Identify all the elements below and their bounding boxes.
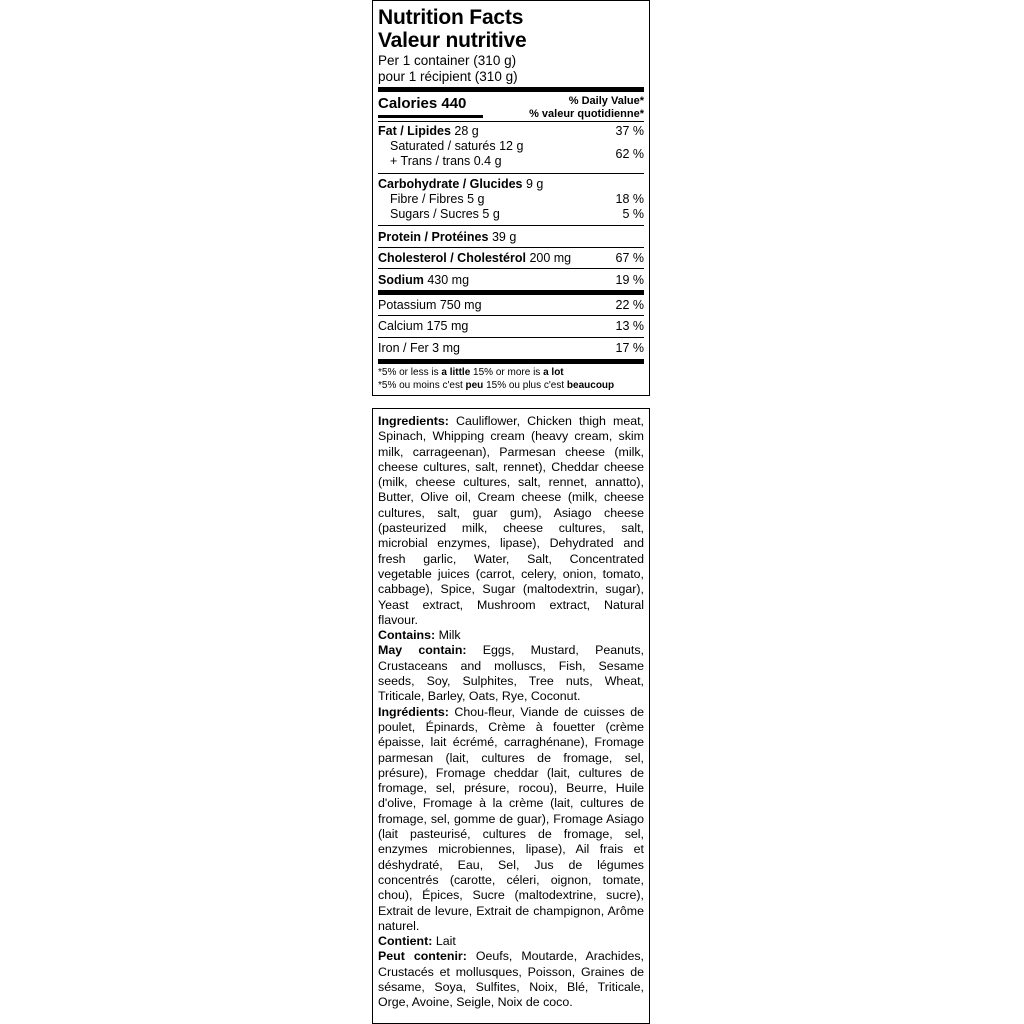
carbohydrate-row [378,177,644,192]
potassium-row [378,298,644,313]
potassium-label: Potassium 750 mg [378,298,482,312]
daily-value-header-en: % Daily Value* [568,95,644,107]
cholesterol-dv: 67 % [615,251,644,265]
rule [378,268,644,269]
ingredients-content [378,414,644,1011]
may-contain-en-text: Eggs, Mustard, Peanuts, Crustaceans and molluscs, Fish, Sesame seeds, Soy, Sulphites, Tree nuts, Wheat, Triticale, Barley, Oats, Rye, Coconut. [378,643,644,704]
cholesterol-label: Cholesterol / Cholestérol [378,251,526,265]
title-en: Nutrition Facts [378,6,524,29]
fibre-label: Fibre / Fibres 5 g [390,192,485,206]
footnote-fr [378,379,644,392]
rule [378,247,644,248]
serving-size-en: Per 1 container (310 g) [378,53,517,68]
protein-row [378,230,644,245]
contains-fr-label: Contient: [378,934,433,949]
iron-dv: 17 % [615,341,644,355]
fibre-dv: 18 % [615,192,644,206]
carb-label: Carbohydrate / Glucides [378,177,523,191]
thick-rule [378,290,644,295]
rule [378,121,644,122]
trans-label: + Trans / trans 0.4 g [390,154,502,168]
ingredients-en [378,414,644,628]
sodium-amount: 430 mg [427,273,470,287]
sat-trans-dv-row [378,147,644,162]
footnote-text: 15% ou plus c'est [483,380,567,391]
nutrition-facts-content [378,1,644,395]
calcium-row [378,319,644,334]
calories: Calories 440 [378,95,467,112]
fat-label: Fat / Lipides [378,124,451,138]
fat-dv: 37 % [615,124,644,138]
daily-value-header-fr: % valeur quotidienne* [529,108,644,120]
may-contain-fr [378,949,644,1010]
footnote-emphasis: a lot [543,367,564,378]
ingredients-fr-text: Chou-fleur, Viande de cuisses de poulet, Épinards, Crème à fouetter (crème épaisse, lait écrémé, carraghénane), Fromage parmesan (lait, cultures de fromage, sel, présure), Fromage cheddar (lait, cultures de fromage, sel, présure, rocou), Beurre, Huile d'olive, Fromage à la crème (lait, cultures de fromage, sel, gomme de guar), Fromage Asiago (lait pasteurisé, cultures de fromage, sel, enzymes microbiennes, lipase), Ail frais et déshydraté, Eau, Sel, Jus de légumes concentrés (carotte, céleri, oignon, tomate, chou), Épices, Sucre (maltodextrine, sucre), Extrait de levure, Extrait de champignon, Arôme naturel. [378,704,644,933]
footnote-emphasis: peu [465,380,484,391]
may-contain-fr-label: Peut contenir: [378,949,467,964]
protein-amount: 39 g [491,230,517,244]
potassium-dv: 22 % [615,298,644,312]
footnote-text: *5% ou moins c'est [378,380,466,391]
ingredients-en-label: Ingredients: [378,414,449,428]
fat-amount: 28 g [454,124,479,138]
sugars-label: Sugars / Sucres 5 g [390,207,500,221]
ingredients-en-text: Cauliflower, Chicken thigh meat, Spinach, Whipping cream (heavy cream, skim milk, carrageenan), Parmesan cheese (milk, cheese cultures, salt, rennet), Cheddar cheese (milk, cheese cultures, salt, rennet, annatto), Butter, Olive oil, Cream cheese (milk, cheese cultures, salt, guar gum), Asiago cheese (pasteurized milk, cheese cultures, salt, microbial enzymes, lipase), Dehydrated and fresh garlic, Water, Salt, Concentrated vegetable juices (carrot, celery, onion, tomato, cabbage), Spice, Sugar (maltodextrin, sugar), Yeast extract, Mushroom extract, Natural flavour. [378,414,644,627]
iron-row [378,341,644,356]
footnote-emphasis: beaucoup [566,380,615,391]
calcium-dv: 13 % [615,319,644,333]
sodium-dv: 19 % [615,273,644,287]
rule [378,337,644,338]
title-fr: Valeur nutritive [378,29,527,52]
cholesterol-row [378,251,644,266]
contains-fr [378,934,644,949]
carb-amount: 9 g [525,177,544,191]
rule [378,315,644,316]
sodium-row [378,273,644,288]
rule [378,173,644,174]
sugars-row [378,207,644,222]
ingredients-fr [378,705,644,934]
fat-row [378,124,644,139]
nutrition-facts-panel [372,0,650,396]
may-contain-en-label: May contain: [378,643,467,658]
calories-underline [378,115,483,118]
may-contain-en [378,643,644,704]
may-contain-fr-text: Oeufs, Moutarde, Arachides, Crustacés et mollusques, Poisson, Graines de sésame, Soya, Sulfites, Noix, Blé, Triticale, Orge, Avoine, Seigle, Noix de coco. [378,949,644,1010]
thick-rule [378,87,644,92]
contains-en-text: Milk [435,628,461,643]
thick-rule [378,359,644,364]
cholesterol-amount: 200 mg [529,251,572,265]
ingredients-fr-label: Ingrédients: [378,704,449,719]
saturated-label: Saturated / saturés 12 g [390,139,524,153]
contains-en [378,628,644,643]
sugars-dv: 5 % [622,207,644,221]
calcium-label: Calcium 175 mg [378,319,469,333]
sodium-label: Sodium [378,273,424,287]
footnote-emphasis: a little [441,367,471,378]
rule [378,225,644,226]
footnote-text: *5% or less is [378,367,442,378]
sat-trans-dv: 62 % [615,147,644,161]
ingredients-panel [372,408,650,1024]
footnote-en [378,366,644,379]
contains-fr-text: Lait [432,934,456,949]
serving-size-fr: pour 1 récipient (310 g) [378,69,518,84]
contains-en-label: Contains: [378,628,436,643]
footnote-text: 15% or more is [470,367,544,378]
fibre-row [378,192,644,207]
iron-label: Iron / Fer 3 mg [378,341,460,355]
protein-label: Protein / Protéines [378,230,489,244]
